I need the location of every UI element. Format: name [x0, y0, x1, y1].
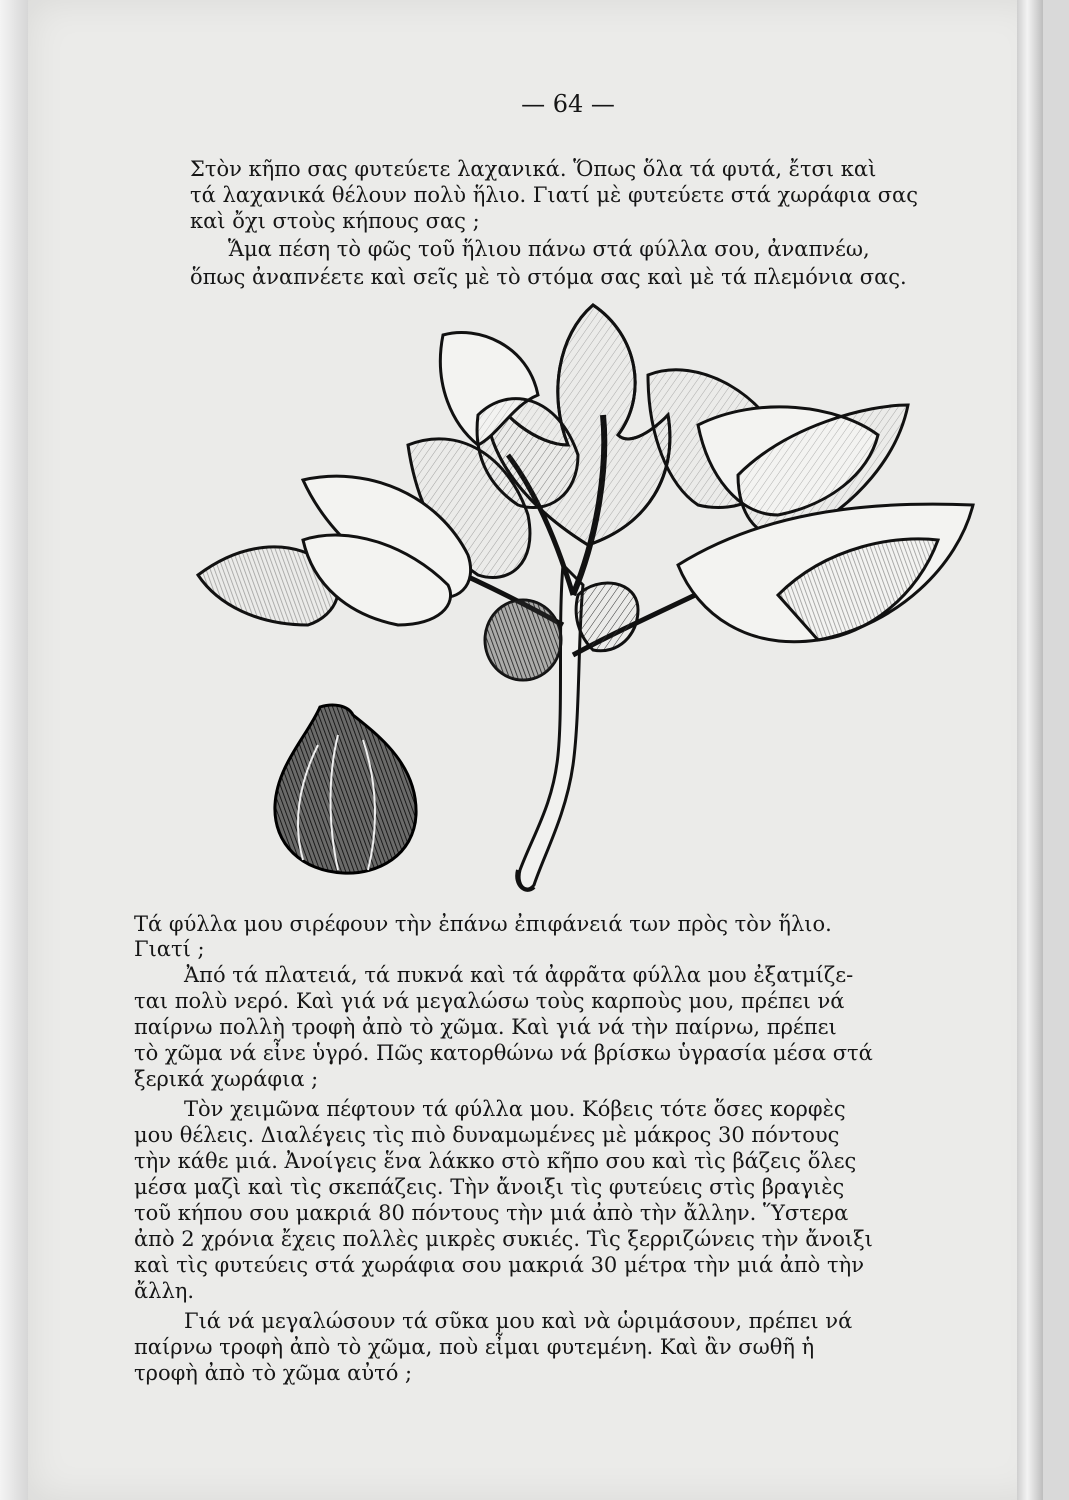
- text-line: παίρνω τροφὴ ἀπὸ τὸ χῶμα, ποὺ εἶμαι φυτεμένη. Καὶ ἂν σωθῆ ἡ: [134, 1335, 815, 1359]
- text-line: ξερικά χωράφια ;: [134, 1067, 319, 1091]
- fig-branch-illustration: [178, 295, 978, 905]
- text-line: τροφὴ ἀπὸ τὸ χῶμα αὐτό ;: [134, 1361, 413, 1385]
- text-line: Ἀπό τά πλατειά, τά πυκνά καὶ τά ἀφρᾶτα φύλλα μου ἐξατμίζε-: [184, 963, 854, 987]
- text-line: Γιατί ;: [134, 937, 205, 961]
- fig-fruit-illustration: [275, 705, 416, 873]
- fig-fruit-icon: [576, 583, 638, 651]
- text-line: Τὸν χειμῶνα πέφτουν τά φύλλα μου. Κόβεις τότε ὅσες κορφὲς: [184, 1097, 846, 1121]
- book-page: [28, 0, 1043, 1500]
- text-line: καὶ ὄχι στοὺς κήπους σας ;: [190, 209, 480, 233]
- page-left-edge: [0, 0, 28, 1500]
- text-line: μέσα μαζὶ καὶ τὶς σκεπάζεις. Τὴν ἄνοιξι τὶς φυτεύεις στὶς βραγιὲς: [134, 1175, 845, 1199]
- text-line: Ἅμα πέση τὸ φῶς τοῦ ἥλιου πάνω στά φύλλα σου, ἀναπνέω,: [228, 237, 870, 261]
- text-line: ὅπως ἀναπνέετε καὶ σεῖς μὲ τὸ στόμα σας καὶ μὲ τά πλεμόνια σας.: [190, 265, 907, 289]
- text-line: Τά φύλλα μου σιρέφουν τὴν ἐπάνω ἐπιφάνειά των πρὸς τὸν ἥλιο.: [134, 912, 832, 936]
- text-line: τὸ χῶμα νά εἶνε ὑγρό. Πῶς κατορθώνω νά βρίσκω ὑγρασία μέσα στά: [134, 1041, 873, 1065]
- page-right-edge: [1017, 0, 1043, 1500]
- text-line: ἀπὸ 2 χρόνια ἔχεις πολλὲς μικρὲς συκιές. Τὶς ξερριζώνεις τὴν ἄνοιξι: [134, 1227, 873, 1251]
- text-line: τοῦ κήπου σου μακριά 80 πόντους τὴν μιά ἀπὸ τὴν ἄλλην. Ὕστερα: [134, 1201, 849, 1225]
- text-line: τὴν κάθε μιά. Ἀνοίγεις ἕνα λάκκο στὸ κῆπο σου καὶ τὶς βάζεις ὅλες: [134, 1149, 857, 1173]
- text-line: Στὸν κῆπο σας φυτεύετε λαχανικά. Ὅπως ὅλα τά φυτά, ἔτσι καὶ: [190, 157, 877, 181]
- text-line: τά λαχανικά θέλουν πολὺ ἥλιο. Γιατί μὲ φυτεύετε στά χωράφια σας: [190, 183, 918, 207]
- page-number: — 64 —: [521, 90, 615, 118]
- text-line: καὶ τὶς φυτεύεις στά χωράφια σου μακριά 30 μέτρα τὴν μιά ἀπὸ τὴν: [134, 1253, 864, 1277]
- text-line: ται πολὺ νερό. Καὶ γιά νά μεγαλώσω τοὺς καρποὺς μου, πρέπει νά: [134, 989, 845, 1013]
- text-line: ἄλλη.: [134, 1279, 195, 1303]
- text-line: Γιά νά μεγαλώσουν τά σῦκα μου καὶ νὰ ὡριμάσουν, πρέπει νά: [184, 1309, 853, 1333]
- text-line: παίρνω πολλὴ τροφὴ ἀπὸ τὸ χῶμα. Καὶ γιά νά τὴν παίρνω, πρέπει: [134, 1015, 837, 1039]
- text-line: μου θέλεις. Διαλέγεις τὶς πιὸ δυναμωμένες μὲ μάκρος 30 πόντους: [134, 1123, 840, 1147]
